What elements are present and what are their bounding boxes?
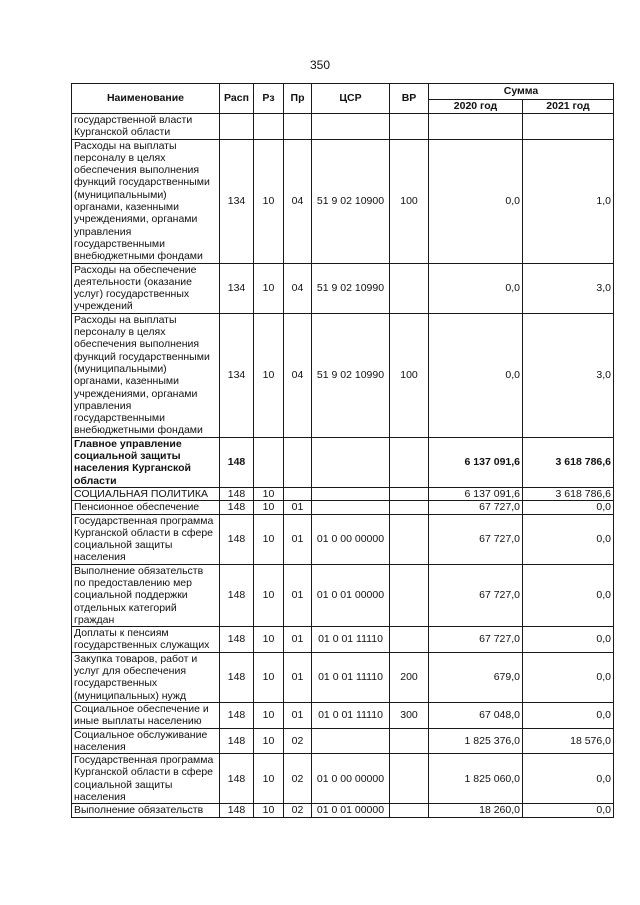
row-vr: 200 (390, 652, 429, 702)
row-rz: 10 (254, 487, 284, 500)
row-csr (312, 501, 390, 514)
row-vr (390, 564, 429, 626)
row-name: Расходы на выплаты персоналу в целях обеспечения выполнения функций государственными (муниципальными) органами, казенными учреждениями, органами управления государственными внебюджетными фондами (72, 139, 220, 263)
header-rasp: Расп (220, 84, 254, 114)
row-csr (312, 487, 390, 500)
row-pr: 02 (284, 728, 312, 754)
row-rasp: 148 (220, 501, 254, 514)
table-row (72, 514, 614, 564)
row-rz: 10 (254, 501, 284, 514)
row-pr: 01 (284, 564, 312, 626)
row-pr: 04 (284, 263, 312, 313)
row-pr: 01 (284, 514, 312, 564)
row-name: СОЦИАЛЬНАЯ ПОЛИТИКА (72, 487, 220, 500)
row-sum-2020: 67 727,0 (429, 627, 523, 653)
row-vr (390, 804, 429, 817)
row-csr: 01 0 01 11110 (312, 627, 390, 653)
row-name: Главное управление социальной защиты населения Курганской области (72, 437, 220, 487)
row-sum-2021 (523, 114, 614, 140)
row-name: Выполнение обязательств (72, 804, 220, 817)
row-rz (254, 114, 284, 140)
row-rz: 10 (254, 263, 284, 313)
row-rz: 10 (254, 728, 284, 754)
row-name: государственной власти Курганской области (72, 114, 220, 140)
header-sum: Сумма (429, 84, 614, 100)
row-sum-2020: 67 727,0 (429, 514, 523, 564)
row-vr (390, 114, 429, 140)
budget-table (71, 83, 614, 818)
table-row (72, 652, 614, 702)
table-row (72, 754, 614, 804)
table-row (72, 437, 614, 487)
row-rz: 10 (254, 754, 284, 804)
header-2020: 2020 год (429, 100, 523, 114)
row-csr: 01 0 01 11110 (312, 702, 390, 728)
row-sum-2020: 0,0 (429, 263, 523, 313)
row-csr: 01 0 01 00000 (312, 804, 390, 817)
table-row (72, 139, 614, 263)
row-pr: 02 (284, 804, 312, 817)
row-csr: 01 0 00 00000 (312, 514, 390, 564)
row-pr (284, 487, 312, 500)
row-rasp: 148 (220, 652, 254, 702)
row-rasp: 148 (220, 804, 254, 817)
row-rasp: 134 (220, 313, 254, 437)
row-rz: 10 (254, 313, 284, 437)
table-body (72, 114, 614, 818)
row-rz: 10 (254, 702, 284, 728)
row-sum-2020: 67 048,0 (429, 702, 523, 728)
row-rz: 10 (254, 652, 284, 702)
row-name: Социальное обеспечение и иные выплаты населению (72, 702, 220, 728)
row-csr: 01 0 00 00000 (312, 754, 390, 804)
row-name: Государственная программа Курганской области в сфере социальной защиты населения (72, 754, 220, 804)
header-pr: Пр (284, 84, 312, 114)
row-rasp: 148 (220, 437, 254, 487)
table-row (72, 564, 614, 626)
row-sum-2021: 0,0 (523, 702, 614, 728)
row-sum-2020: 1 825 376,0 (429, 728, 523, 754)
row-sum-2021: 3,0 (523, 313, 614, 437)
row-pr: 04 (284, 313, 312, 437)
table-row (72, 487, 614, 500)
header-2021: 2021 год (523, 100, 614, 114)
table-row (72, 313, 614, 437)
row-sum-2020 (429, 114, 523, 140)
table-row (72, 702, 614, 728)
row-sum-2021: 0,0 (523, 501, 614, 514)
row-pr: 01 (284, 627, 312, 653)
row-name: Социальное обслуживание населения (72, 728, 220, 754)
header-vr: ВР (390, 84, 429, 114)
row-csr: 51 9 02 10990 (312, 263, 390, 313)
row-name: Государственная программа Курганской области в сфере социальной защиты населения (72, 514, 220, 564)
table-row (72, 728, 614, 754)
row-sum-2021: 0,0 (523, 564, 614, 626)
row-pr: 02 (284, 754, 312, 804)
row-csr: 51 9 02 10990 (312, 313, 390, 437)
row-name: Расходы на выплаты персоналу в целях обеспечения выполнения функций государственными (муниципальными) органами, казенными учреждениями, органами управления государственными внебюджетными фондами (72, 313, 220, 437)
row-rasp: 134 (220, 263, 254, 313)
row-sum-2021: 0,0 (523, 804, 614, 817)
row-rasp: 148 (220, 754, 254, 804)
row-rasp: 148 (220, 728, 254, 754)
row-sum-2021: 3 618 786,6 (523, 437, 614, 487)
row-rasp: 148 (220, 487, 254, 500)
row-sum-2020: 18 260,0 (429, 804, 523, 817)
table-row (72, 627, 614, 653)
row-pr (284, 437, 312, 487)
row-sum-2020: 0,0 (429, 139, 523, 263)
row-rasp: 148 (220, 702, 254, 728)
table-row (72, 114, 614, 140)
row-vr (390, 487, 429, 500)
row-sum-2021: 3 618 786,6 (523, 487, 614, 500)
row-sum-2021: 0,0 (523, 754, 614, 804)
page-number: 350 (309, 58, 331, 72)
table-row (72, 804, 614, 817)
row-sum-2020: 0,0 (429, 313, 523, 437)
row-rasp: 134 (220, 139, 254, 263)
row-pr (284, 114, 312, 140)
row-vr (390, 627, 429, 653)
row-vr: 100 (390, 313, 429, 437)
row-name: Доплаты к пенсиям государственных служащих (72, 627, 220, 653)
header-rz: Рз (254, 84, 284, 114)
row-name: Расходы на обеспечение деятельности (оказание услуг) государственных учреждений (72, 263, 220, 313)
row-csr (312, 728, 390, 754)
row-sum-2021: 0,0 (523, 627, 614, 653)
row-rz: 10 (254, 139, 284, 263)
row-csr (312, 437, 390, 487)
row-vr (390, 501, 429, 514)
row-rz: 10 (254, 627, 284, 653)
header-csr: ЦСР (312, 84, 390, 114)
row-vr (390, 728, 429, 754)
row-sum-2021: 1,0 (523, 139, 614, 263)
row-rz: 10 (254, 564, 284, 626)
row-csr: 01 0 01 11110 (312, 652, 390, 702)
row-rz: 10 (254, 804, 284, 817)
row-sum-2021: 3,0 (523, 263, 614, 313)
row-rasp: 148 (220, 564, 254, 626)
row-sum-2021: 0,0 (523, 514, 614, 564)
row-pr: 01 (284, 501, 312, 514)
row-vr: 300 (390, 702, 429, 728)
header-name: Наименование (72, 84, 220, 114)
row-name: Закупка товаров, работ и услуг для обеспечения государственных (муниципальных) нужд (72, 652, 220, 702)
row-name: Пенсионное обеспечение (72, 501, 220, 514)
row-rz (254, 437, 284, 487)
header-row (72, 84, 614, 100)
row-pr: 01 (284, 702, 312, 728)
row-csr: 51 9 02 10900 (312, 139, 390, 263)
row-rasp: 148 (220, 514, 254, 564)
row-sum-2020: 67 727,0 (429, 501, 523, 514)
row-vr (390, 514, 429, 564)
row-sum-2020: 6 137 091,6 (429, 437, 523, 487)
row-rasp: 148 (220, 627, 254, 653)
row-pr: 04 (284, 139, 312, 263)
row-name: Выполнение обязательств по предоставлению мер социальной поддержки отдельных категорий граждан (72, 564, 220, 626)
row-sum-2020: 67 727,0 (429, 564, 523, 626)
row-sum-2020: 1 825 060,0 (429, 754, 523, 804)
row-sum-2021: 0,0 (523, 652, 614, 702)
row-csr: 01 0 01 00000 (312, 564, 390, 626)
row-sum-2020: 679,0 (429, 652, 523, 702)
table-row (72, 263, 614, 313)
row-vr (390, 263, 429, 313)
row-sum-2021: 18 576,0 (523, 728, 614, 754)
row-vr: 100 (390, 139, 429, 263)
row-rasp (220, 114, 254, 140)
row-vr (390, 754, 429, 804)
row-csr (312, 114, 390, 140)
row-sum-2020: 6 137 091,6 (429, 487, 523, 500)
row-vr (390, 437, 429, 487)
table-row (72, 501, 614, 514)
row-pr: 01 (284, 652, 312, 702)
row-rz: 10 (254, 514, 284, 564)
